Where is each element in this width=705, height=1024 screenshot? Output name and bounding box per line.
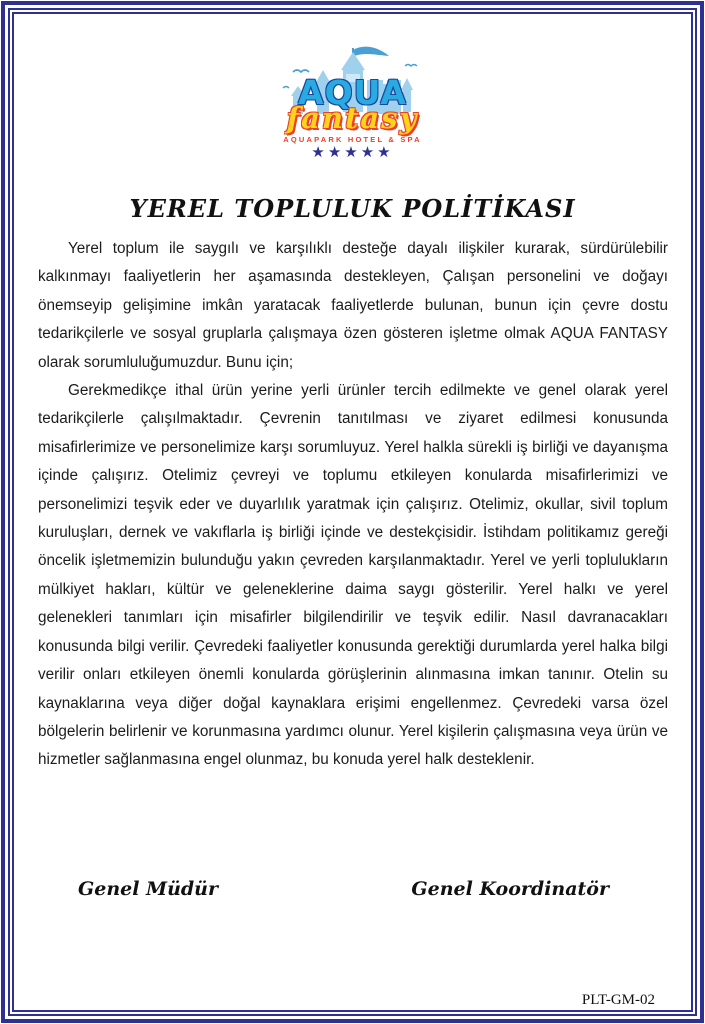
signature-general-coordinator: Genel Koordinatör: [411, 878, 609, 900]
logo-fantasy-text: fantasy: [286, 101, 419, 135]
page-title: YEREL TOPLULUK POLİTİKASI: [129, 194, 576, 223]
paragraph-policy: Gerekmedikçe ithal ürün yerine yerli ürünler tercih edilmekte ve genel olarak yerel tedarikçilerle çalışılmaktadır. Çevrenin tanıtılması ve ziyaret edilmesi konusunda misafirlerimize ve personelimize karşı sorumluyuz. Yerel halkla sürekli iş birliği ve dayanışma içinde çalışırız. Otelimiz çevreyi ve toplumu etkileyen konularda misafirlerimizi ve personelimizi teşvik eder ve duyarlılık yaratmak için çalışırız. Otelimiz, okullar, sivil toplum kuruluşları, dernek ve vakıflarla iş birliği içinde ve destekçisidir. İstihdam politikamız gereği öncelik işletmemizin bulunduğu yakın çevreden karşılanmaktadır. Yerel ve yerli toplulukların mülkiyet hakları, kültür ve geleneklerine daima saygı gösterilir. Yerel halkı ve yerel gelenekleri tanımları için misafirler bilgilendirilir ve teşvik edilir. Nasıl davranacakları konusunda bilgi verilir. Çevredeki faaliyetler konusunda gerektiği durumlarda yerel halka bilgi verilir onları etkileyen önemli konularda görüşlerinin alınmasına imkan tanınır. Otelin su kaynaklarına veya diğer doğal kaynaklara erişimi engellenmez. Çevredeki varsa özel bölgelerin belirlenir ve korunmasına yardımcı olunur. Yerel kişilerin çalışmasına veya ürün ve hizmetler sağlanmasına engel olunmaz, bu konuda yerel halk desteklenir.: [38, 382, 668, 769]
document-code: PLT-GM-02: [581, 992, 655, 1008]
paragraph-intro: Yerel toplum ile saygılı ve karşılıklı desteğe dayalı ilişkiler kurarak, sürdürülebilir kalkınmayı faaliyetlerin her aşamasında destekleyen, Çalışan personelini ve doğayı önemseyip gelişimine imkân yaratacak faaliyetlerde bulunan, bunun için çevre dostu tedarikçilerle ve sosyal gruplarla çalışmaya özen gösteren işletme olmak AQUA FANTASY olarak sorumluluğumuzdur. Bunu için;: [38, 240, 668, 371]
signature-general-manager: Genel Müdür: [78, 878, 219, 900]
logo-tagline: AQUAPARK HOTEL & SPA: [283, 135, 422, 144]
logo-aqua-text: AQUA: [298, 73, 407, 112]
signature-row: [78, 878, 609, 900]
five-stars-icon: ★★★★★: [311, 144, 394, 161]
aqua-fantasy-logo: [248, 44, 458, 168]
document-content: [14, 14, 691, 1010]
policy-text: [38, 235, 668, 775]
